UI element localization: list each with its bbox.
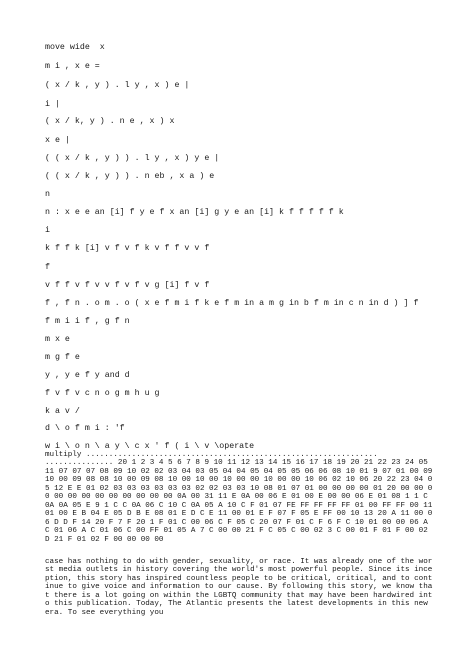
text-line: ( ( x / k , y ) ) . l y , x ) y e | — [45, 154, 220, 163]
text-line: f m i i f , g f n — [45, 317, 130, 326]
text-line: f , f n . o m . o ( x e f m i f k e f m in a m g in b f m in c n in d ) ] f — [45, 299, 419, 308]
text-line: move wide x — [45, 43, 105, 52]
text-line: ( x / k , y ) . l y , x ) e | — [45, 81, 190, 90]
hex-dump-block: multiply ................................................................ ............... 20 1 2 3 4 5 6 7 8 9 10 11 12 13 14 15 16 17 18 19 20 21 22 23 24 05 11 07 07 07 08 09 10 02 02 03 04 03 05 04 04 05 04 05 05 06 06 08 10 01 9 07 01 00 09 10 00 09 08 08 10 00 09 08 10 00 10 00 10 00 00 10 00 00 10 06 02 10 06 20 22 23 04 05 12 E E 01 02 03 03 03 03 03 03 02 02 03 03 10 08 01 07 01 00 00 00 00 01 20 00 00 00 00 00 00 00 00 00 00 00 00 0A 00 31 11 E 0A 00 06 E 01 00 E 00 00 06 E 01 08 1 1 C 0A 0A 05 E 9 1 C C 0A 06 C 10 C 0A 05 A 10 C F 01 07 FE FF FF FF FF 01 00 FF FF 00 11 01 00 E B 04 E 05 D B E 08 01 E D C E 11 00 01 E F 07 F 05 E FF 00 10 13 20 A 11 00 06 D D F 14 20 F 7 F 20 1 F 01 C 00 06 C F 05 C 20 07 F 01 C F 6 F C 10 01 00 00 06 A C 01 06 A C 01 06 C 00 FF 01 05 A 7 C 00 00 21 F C 05 C 00 02 3 C 00 01 F 01 F 00 02 D 21 F 01 02 F 00 00 00 00 — [45, 451, 437, 544]
text-line: y , y e f y and d — [45, 371, 130, 380]
text-line: m i , x e = — [45, 62, 100, 71]
text-line: f — [45, 263, 50, 272]
text-line: i | — [45, 100, 60, 109]
text-line: i — [45, 226, 50, 235]
text-line: k a v / — [45, 407, 80, 416]
text-line: ( x / k, y ) . n e , x ) x — [45, 117, 175, 126]
text-line: k f f k [i] v f v f k v f f v v f — [45, 244, 210, 253]
text-line: x e | — [45, 136, 70, 145]
text-line: d \ o f m i : 'f — [45, 424, 125, 433]
text-line: n — [45, 190, 50, 199]
text-line: f v f v c n o g m h u g — [45, 389, 160, 398]
text-line: w i \ o n \ a y \ c x ' f ( i \ v \operate — [45, 442, 255, 451]
text-line: v f f v f v v f v f v g [i] f v f — [45, 281, 210, 290]
text-line: n : x e e an [i] f y e f x an [i] g y e an [i] k f f f f f k — [45, 208, 344, 217]
text-line: ( ( x / k , y ) ) . n eb , x a ) e — [45, 172, 215, 181]
text-line: m g f e — [45, 353, 80, 362]
body-paragraph: case has nothing to do with gender, sexuality, or race. It was already one of the worst media outlets in history covering the world's most powerful people. Since its inception, this story has inspired countless people to be critical, critical, and to continue to give voice and information to our cause. By following this story, we know that there is a lot going on within the LGBTQ community that may have been hardwired into this publication. Today, The Atlantic presents the latest developments in this new era. To see everything you — [45, 558, 433, 617]
text-line: m x e — [45, 335, 70, 344]
